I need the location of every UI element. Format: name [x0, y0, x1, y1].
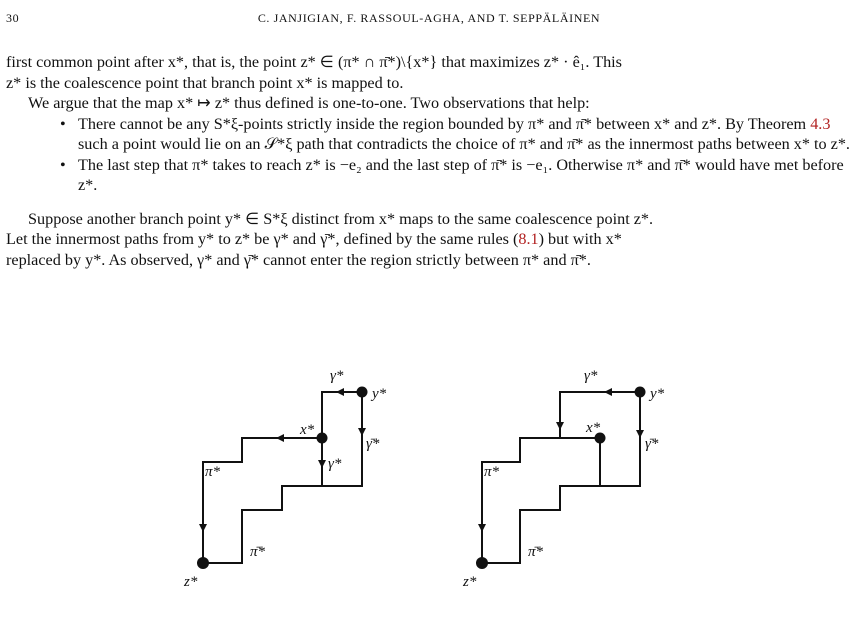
paragraph-3: [6, 209, 852, 271]
right-label-y: y*: [650, 386, 665, 402]
p3-line2a: Let the innermost paths from y* to z* be γ* and γ̄*, defined by the same rules (: [6, 230, 519, 248]
right-label-pi-bar: π̄*: [528, 544, 544, 560]
bullet-2: [6, 155, 852, 196]
observation-list: [6, 114, 852, 196]
left-label-x: x*: [300, 422, 315, 438]
bullet1-text-a: There cannot be any S*ξ-points strictly inside the region bounded by π* and π̄* between x* and z*. By Theorem: [78, 114, 811, 133]
left-label-gamma-bar: γ̄*: [366, 436, 380, 452]
left-gamma-top-path: [322, 392, 362, 438]
right-gammabar-path: [600, 392, 640, 486]
p1-line2: z* is the coalescence point that branch point x* is mapped to.: [6, 73, 404, 92]
body-text: [6, 52, 852, 270]
right-label-pi: π*: [484, 464, 500, 480]
left-diagram: [197, 387, 368, 570]
theorem-ref-link[interactable]: 4.3: [810, 114, 831, 133]
right-z-point: [476, 557, 488, 569]
right-y-point: [635, 387, 646, 398]
right-label-z: z*: [463, 574, 477, 590]
p3-line2b: ) but with x*: [538, 230, 622, 248]
p3-line1: Suppose another branch point y* ∈ S*ξ distinct from x* maps to the same coalescence point z*.: [28, 209, 654, 228]
left-y-point: [357, 387, 368, 398]
right-label-gamma-bar: γ̄*: [645, 436, 659, 452]
page-header: [6, 11, 852, 27]
left-label-y: y*: [372, 386, 387, 402]
right-label-x: x*: [586, 420, 601, 436]
paragraph-2: We argue that the map x* ↦ z* thus defined is one-to-one. Two observations that help:: [28, 94, 590, 112]
equation-ref-link[interactable]: 8.1: [518, 230, 539, 248]
paragraph-1: [6, 52, 852, 93]
right-labels: [462, 368, 665, 590]
left-x-point: [317, 433, 328, 444]
page-number: 30: [6, 11, 20, 25]
p3-line3: replaced by y*. As observed, γ* and γ̄* cannot enter the region strictly between π* and π̄*.: [6, 250, 591, 269]
figure-area: [0, 360, 858, 635]
left-labels: [183, 368, 387, 590]
right-diagram: [476, 387, 646, 570]
running-title: C. JANJIGIAN, F. RASSOUL-AGHA, AND T. SEPPÄLÄINEN: [257, 11, 601, 25]
left-label-gamma-mid: γ*: [328, 456, 342, 472]
left-label-pi-bar: π̄*: [250, 544, 266, 560]
left-label-gamma-top: γ*: [330, 368, 344, 384]
left-label-z: z*: [184, 574, 198, 590]
right-label-gamma-top: γ*: [584, 368, 598, 384]
bullet1-text-b: such a point would lie on an 𝒮*ξ path that contradicts the choice of π* and π̄* as the innermost paths between x* to z*.: [78, 135, 850, 153]
left-label-pi: π*: [205, 464, 221, 480]
bullet-1: [6, 114, 852, 155]
coalescence-figure: [0, 360, 858, 635]
bullet2-text: The last step that π* takes to reach z* is −e₂ and the last step of π̄* is −e₁. Otherwise π* and π̄* would have met before z*.: [78, 155, 844, 194]
left-z-point: [197, 557, 209, 569]
p1-line1: first common point after x*, that is, the point z* ∈ (π* ∩ π̄*)\{x*} that maximizes z* · ê₁. This: [6, 53, 622, 71]
